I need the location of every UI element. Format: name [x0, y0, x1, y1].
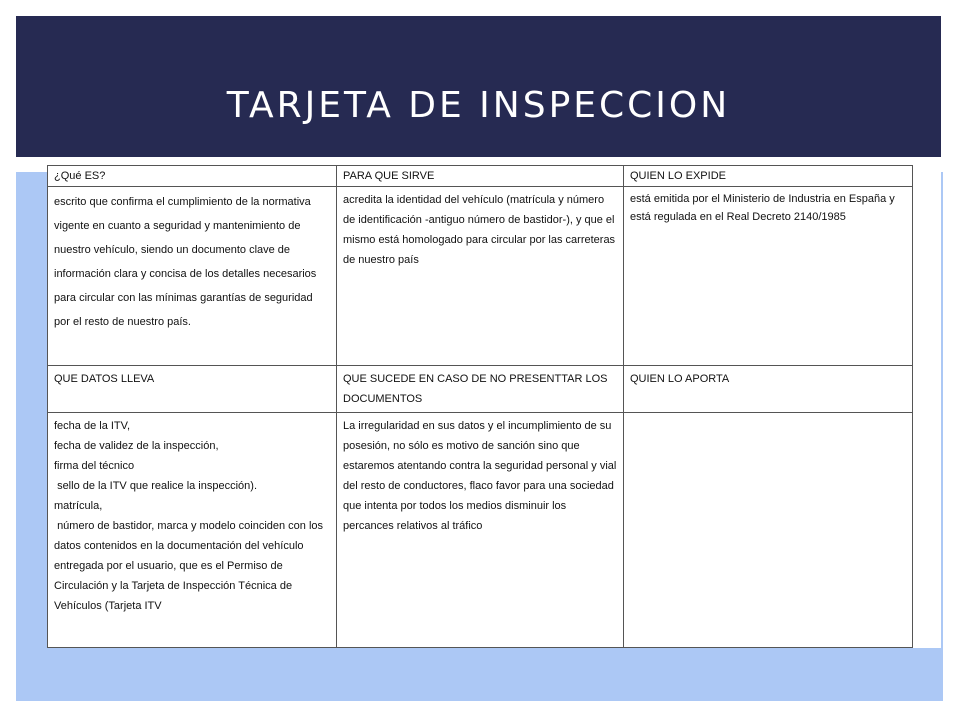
table-row — [48, 413, 913, 648]
cell-que-sucede: La irregularidad en sus datos y el incumplimiento de su posesión, no sólo es motivo de sanción sino que estaremos atentando contra la seguridad personal y vial del resto de conductores, flaco favor para una sociedad que intenta por todos los medios disminuir los percances relativos al tráfico — [337, 413, 624, 648]
data-item: sello de la ITV que realice la inspección). — [54, 480, 258, 492]
data-item: fecha de validez de la inspección, — [54, 440, 219, 452]
header-que-es: ¿Qué ES? — [48, 166, 337, 187]
cell-que-es: escrito que confirma el cumplimiento de la normativa vigente en cuanto a seguridad y mantenimiento de nuestro vehículo, siendo un documento clave de información clara y concisa de los detalles necesarios para circular con las mínimas garantías de seguridad por el resto de nuestro país. — [48, 187, 337, 366]
header-quien-lo-aporta: QUIEN LO APORTA — [624, 366, 913, 413]
header-quien-lo-expide: QUIEN LO EXPIDE — [624, 166, 913, 187]
header-para-que-sirve: PARA QUE SIRVE — [337, 166, 624, 187]
table-header-row — [48, 166, 913, 187]
cell-quien-lo-expide: está emitida por el Ministerio de Industria en España y está regulada en el Real Decreto 2140/1985 — [624, 187, 913, 366]
data-item: firma del técnico — [54, 460, 135, 472]
cell-quien-lo-aporta — [624, 413, 913, 648]
header-que-datos-lleva: QUE DATOS LLEVA — [48, 366, 337, 413]
data-item: número de bastidor, marca y modelo coinciden con los datos contenidos en la documentación del vehículo entregada por el usuario, que es el Permiso de Circulación y la Tarjeta de Inspección Técnica de Vehículos (Tarjeta ITV — [54, 520, 327, 612]
title-band — [16, 16, 941, 157]
data-item: fecha de la ITV, — [54, 420, 131, 432]
data-item: matrícula, — [54, 500, 103, 512]
table-header-row — [48, 366, 913, 413]
table-row — [48, 187, 913, 366]
cell-que-datos-lleva — [48, 413, 337, 648]
slide-title: TARJETA DE INSPECCION — [226, 85, 731, 126]
header-que-sucede: QUE SUCEDE EN CASO DE NO PRESENTTAR LOS DOCUMENTOS — [337, 366, 624, 413]
inspection-table — [47, 165, 913, 648]
cell-para-que-sirve: acredita la identidad del vehículo (matrícula y número de identificación -antiguo número de bastidor-), y que el mismo está homologado para circular por las carreteras de nuestro país — [337, 187, 624, 366]
